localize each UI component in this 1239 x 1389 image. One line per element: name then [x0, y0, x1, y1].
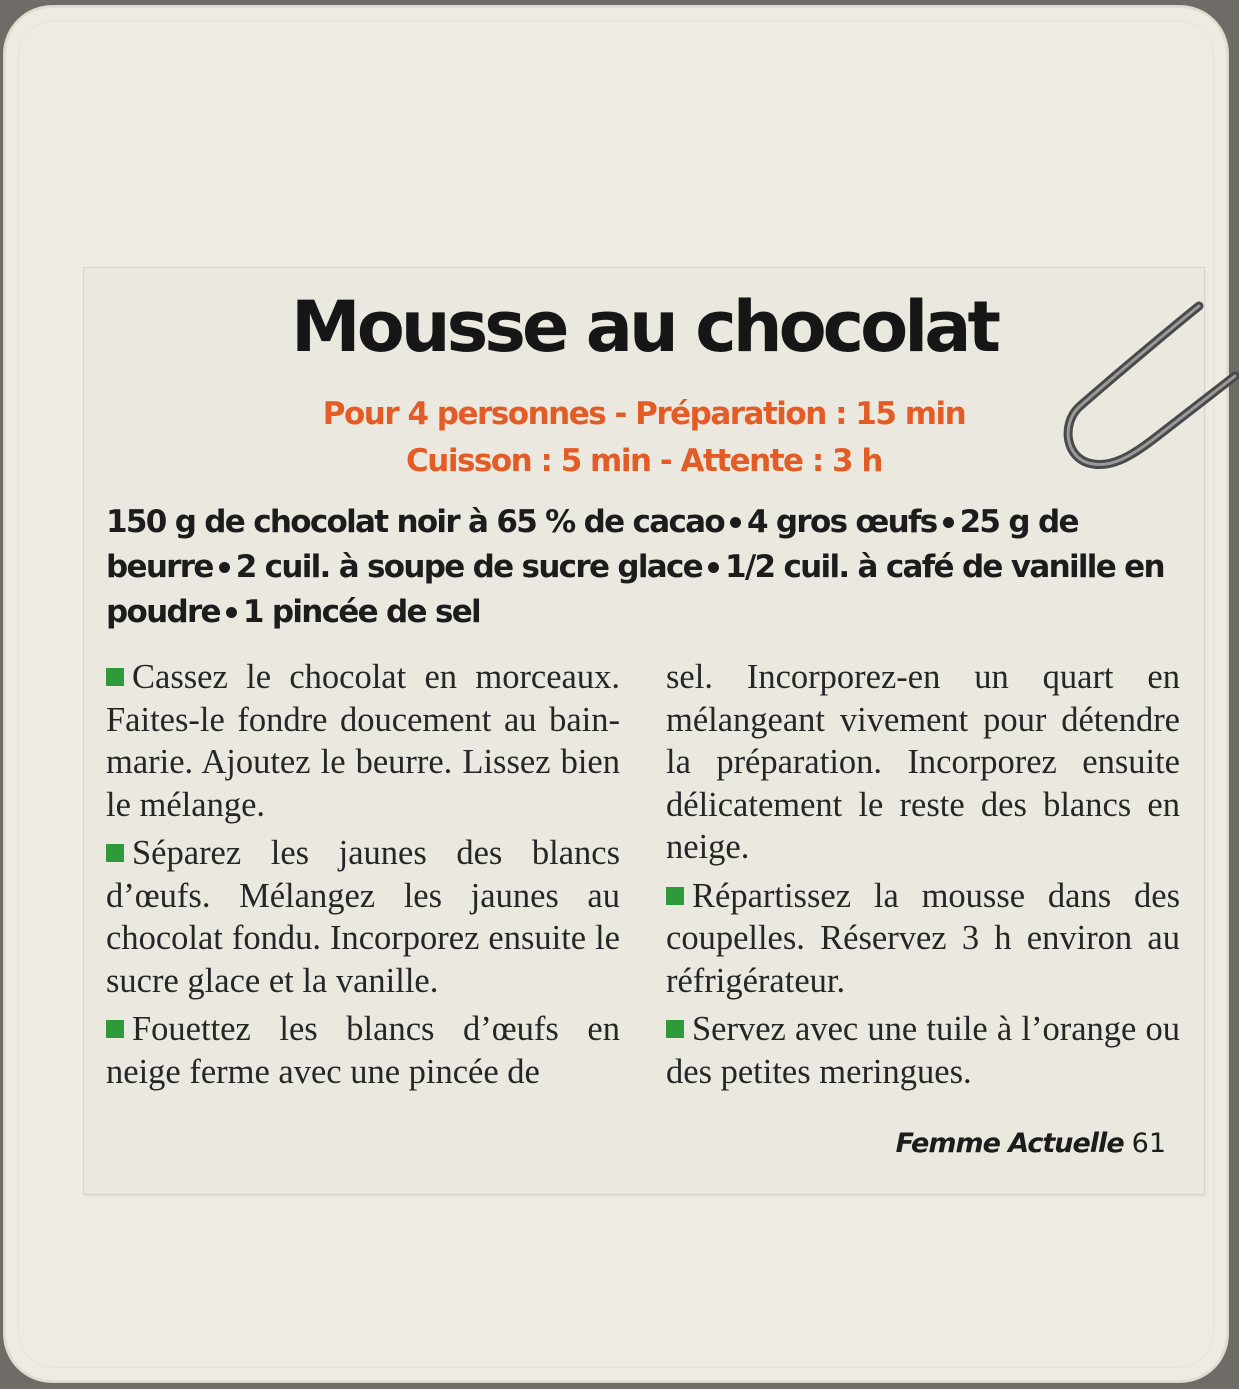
ingredient: 1 pincée de sel	[242, 594, 480, 630]
step-text: Répartissez la mousse dans des coupelles. Réservez 3 h environ au réfrigérateur.	[666, 876, 1180, 1000]
magazine-clipping	[84, 268, 1204, 1194]
step-text: Séparez les jaunes des blancs d’œufs. Mélangez les jaunes au chocolat fondu. Incorporez ensuite le sucre glace et la vanille.	[106, 834, 620, 1000]
paperclip-icon	[1059, 292, 1239, 482]
recipe-servings-prep: Pour 4 personnes - Préparation : 15 min	[322, 396, 966, 432]
separator-dot-icon	[219, 562, 230, 573]
separator-dot-icon	[730, 517, 741, 528]
step-paragraph	[666, 875, 1180, 1003]
step-paragraph	[666, 1008, 1180, 1093]
step-paragraph	[106, 1008, 620, 1093]
recipe-cooking-wait: Cuisson : 5 min - Attente : 3 h	[406, 443, 882, 479]
step-text: Servez avec une tuile à l’orange ou des petites meringues.	[666, 1010, 1180, 1091]
step-text: Fouettez les blancs d’œufs en neige ferme avec une pincée de	[106, 1010, 620, 1091]
separator-dot-icon	[708, 562, 719, 573]
step-text: sel. Incorporez-en un quart en mélangeant vivement pour détendre la préparation. Incorporez ensuite délicatement le reste des blancs en neige.	[666, 658, 1180, 866]
separator-dot-icon	[226, 607, 237, 618]
green-square-bullet-icon	[666, 887, 684, 905]
recipe-title: Mousse au chocolat	[291, 286, 997, 368]
recipe-card	[4, 6, 1228, 1382]
step-paragraph	[106, 832, 620, 1002]
ingredient: 2 cuil. à soupe de sucre glace	[235, 549, 703, 585]
ingredient: 25 g de beurre	[106, 504, 1078, 585]
ingredient: 4 gros œufs	[746, 504, 937, 540]
ingredient: 1/2 cuil. à café de vanille en poudre	[106, 549, 1164, 630]
ingredients-list	[106, 500, 1176, 635]
page-number: 61	[1131, 1128, 1166, 1159]
magazine-name: Femme Actuelle	[895, 1128, 1124, 1159]
separator-dot-icon	[943, 517, 954, 528]
green-square-bullet-icon	[106, 1020, 124, 1038]
ingredient: 150 g de chocolat noir à 65 % de cacao	[106, 504, 724, 540]
green-square-bullet-icon	[106, 668, 124, 686]
source-footer	[896, 1128, 1166, 1159]
green-square-bullet-icon	[666, 1020, 684, 1038]
instructions-column-right	[666, 656, 1180, 1099]
step-paragraph	[106, 656, 620, 826]
green-square-bullet-icon	[106, 844, 124, 862]
instructions-column-left	[106, 656, 620, 1099]
step-paragraph-continued	[666, 656, 1180, 869]
step-text: Cassez le chocolat en morceaux. Faites-le fondre doucement au bain-marie. Ajoutez le beurre. Lissez bien le mélange.	[106, 658, 620, 824]
